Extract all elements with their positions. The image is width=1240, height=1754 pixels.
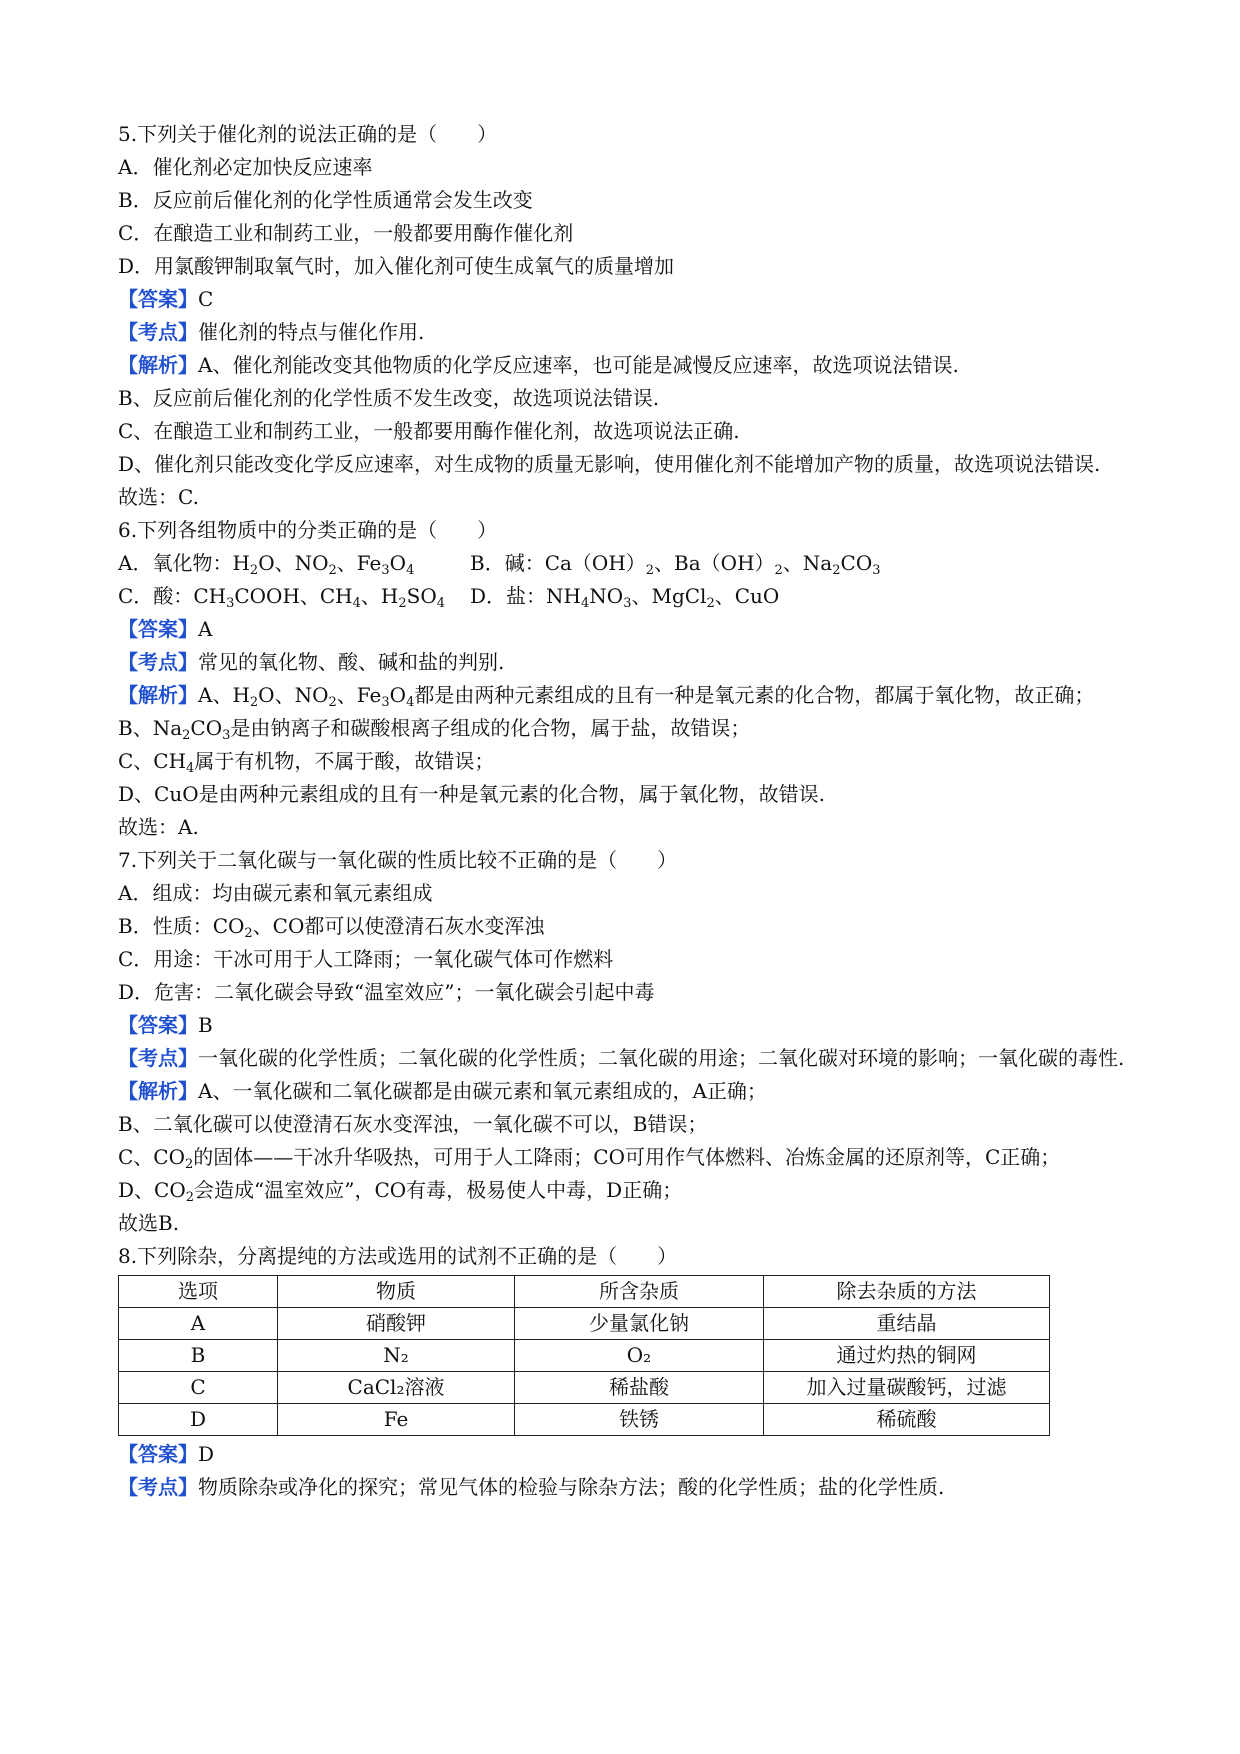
table-cell: 稀盐酸 bbox=[515, 1372, 764, 1404]
q8-stem: 8.下列除杂，分离提纯的方法或选用的试剂不正确的是（ ） bbox=[118, 1244, 678, 1268]
q5-option-d: D．用氯酸钾制取氧气时，加入催化剂可使生成氧气的质量增加 bbox=[118, 254, 675, 278]
answer-tag: 【答案】 bbox=[118, 1442, 198, 1466]
q5-option-b: B．反应前后催化剂的化学性质通常会发生改变 bbox=[118, 188, 533, 212]
q6-analysis-b: B、$Na_2CO_3$是由钠离子和碳酸根离子组成的化合物，属于盐，故错误； bbox=[118, 716, 751, 743]
q6-analysis-c: C、$CH_4$属于有机物，不属于酸，故错误； bbox=[118, 749, 495, 776]
q6-options-cd bbox=[118, 580, 1128, 613]
table-cell: Fe bbox=[278, 1404, 515, 1436]
option-text: 、CO都可以使澄清石灰水变浑浊 bbox=[252, 914, 545, 938]
q5-option-a: A．催化剂必定加快反应速率 bbox=[118, 155, 373, 179]
q7-option-c: C．用途：干冰可用于人工降雨；一氧化碳气体可作燃料 bbox=[118, 947, 614, 971]
analysis-text: 会造成“温室效应”，CO有毒，极易使人中毒，D正确； bbox=[194, 1178, 683, 1202]
answer-tag: 【答案】 bbox=[118, 617, 198, 641]
q7-option-b: B．性质：$CO_2$、CO都可以使澄清石灰水变浑浊 bbox=[118, 914, 545, 941]
q6-option-a: A．氧化物：$H_2O$、$NO_2$、$Fe_3O_4$ bbox=[118, 551, 415, 578]
q5-stem: 5.下列关于催化剂的说法正确的是（ ） bbox=[118, 122, 498, 146]
analysis-tag: 【解析】 bbox=[118, 353, 198, 377]
table-header-cell: 所含杂质 bbox=[515, 1276, 764, 1308]
q8-point bbox=[118, 1471, 1128, 1504]
table-cell: D bbox=[119, 1404, 278, 1436]
table-header-cell: 除去杂质的方法 bbox=[764, 1276, 1050, 1308]
q6-analysis-d: D、CuO是由两种元素组成的且有一种是氧元素的化合物，属于氧化物，故错误. bbox=[118, 782, 825, 806]
q6-options-ab bbox=[118, 547, 1128, 580]
table-cell: C bbox=[119, 1372, 278, 1404]
q7-analysis-d: D、$CO_2$会造成“温室效应”，CO有毒，极易使人中毒，D正确； bbox=[118, 1178, 683, 1205]
q7-answer bbox=[118, 1009, 1128, 1042]
analysis-text: A、一氧化碳和二氧化碳都是由碳元素和氧元素组成的，A正确； bbox=[198, 1079, 767, 1103]
answer-tag: 【答案】 bbox=[118, 1013, 198, 1037]
option-label: A．氧化物： bbox=[118, 551, 233, 575]
analysis-text: A、催化剂能改变其他物质的化学反应速率，也可能是减慢反应速率，故选项说法错误. bbox=[198, 353, 959, 377]
answer-tag: 【答案】 bbox=[118, 287, 198, 311]
table-cell: 少量氯化钠 bbox=[515, 1308, 764, 1340]
q7-choose: 故选B. bbox=[118, 1211, 180, 1235]
table-header-cell: 物质 bbox=[278, 1276, 515, 1308]
analysis-tag: 【解析】 bbox=[118, 1079, 198, 1103]
q7-analysis-b: B、二氧化碳可以使澄清石灰水变浑浊，一氧化碳不可以，B错误； bbox=[118, 1112, 708, 1136]
option-label: C．酸： bbox=[118, 584, 194, 608]
q5-analysis-d: D、催化剂只能改变化学反应速率，对生成物的质量无影响，使用催化剂不能增加产物的质量，故选项说法错误. bbox=[118, 452, 1101, 476]
q5-analysis-b: B、反应前后催化剂的化学性质不发生改变，故选项说法错误. bbox=[118, 386, 660, 410]
point-text: 催化剂的特点与催化作用. bbox=[198, 320, 425, 344]
table-cell: 硝酸钾 bbox=[278, 1308, 515, 1340]
q8-table bbox=[118, 1275, 1050, 1436]
answer-value: B bbox=[198, 1013, 213, 1037]
q5-choose: 故选：C. bbox=[118, 485, 199, 509]
q6-option-d: D．盐：$NH_4NO_3$、MgCl$_2$、CuO bbox=[470, 584, 780, 611]
point-tag: 【考点】 bbox=[118, 650, 198, 674]
point-tag: 【考点】 bbox=[118, 1046, 198, 1070]
table-cell: O₂ bbox=[515, 1340, 764, 1372]
point-tag: 【考点】 bbox=[118, 1475, 198, 1499]
table-header-row bbox=[119, 1276, 1050, 1308]
q5-analysis-c: C、在酿造工业和制药工业，一般都要用酶作催化剂，故选项说法正确. bbox=[118, 419, 740, 443]
q5-analysis-a bbox=[118, 349, 1128, 382]
option-label: B．碱： bbox=[470, 551, 545, 575]
point-tag: 【考点】 bbox=[118, 320, 198, 344]
q6-answer bbox=[118, 613, 1128, 646]
table-cell: 铁锈 bbox=[515, 1404, 764, 1436]
table-cell: 通过灼热的铜网 bbox=[764, 1340, 1050, 1372]
q6-option-b: B．碱：$Ca(OH)_2$、$Ba(OH)_2$、$Na_2CO_3$ bbox=[470, 551, 881, 578]
table-cell: 重结晶 bbox=[764, 1308, 1050, 1340]
table-cell: CaCl₂溶液 bbox=[278, 1372, 515, 1404]
point-text: 物质除杂或净化的探究；常见气体的检验与除杂方法；酸的化学性质；盐的化学性质. bbox=[198, 1475, 945, 1499]
q8-answer bbox=[118, 1438, 1128, 1471]
table-row bbox=[119, 1372, 1050, 1404]
q6-point bbox=[118, 646, 1128, 679]
analysis-text: 都是由两种元素组成的且有一种是氧元素的化合物，都属于氧化物，故正确； bbox=[414, 683, 1095, 707]
q6-stem: 6.下列各组物质中的分类正确的是（ ） bbox=[118, 518, 498, 542]
q7-analysis-c: C、$CO_2$的固体——干冰升华吸热，可用于人工降雨；CO可用作气体燃料、冶炼金属的还原剂等，C正确； bbox=[118, 1145, 1061, 1172]
table-cell: A bbox=[119, 1308, 278, 1340]
q7-stem: 7.下列关于二氧化碳与一氧化碳的性质比较不正确的是（ ） bbox=[118, 848, 678, 872]
analysis-text: 属于有机物，不属于酸，故错误； bbox=[194, 749, 495, 773]
table-row bbox=[119, 1340, 1050, 1372]
point-text: 一氧化碳的化学性质；二氧化碳的化学性质；二氧化碳的用途；二氧化碳对环境的影响；一氧化碳的毒性. bbox=[198, 1046, 1125, 1070]
q6-option-c: C．酸：$CH_3COOH$、$CH_4$、$H_2SO_4$ bbox=[118, 584, 446, 611]
q6-choose: 故选：A. bbox=[118, 815, 199, 839]
analysis-text: 的固体——干冰升华吸热，可用于人工降雨；CO可用作气体燃料、冶炼金属的还原剂等，C正确； bbox=[193, 1145, 1061, 1169]
q7-option-a: A．组成：均由碳元素和氧元素组成 bbox=[118, 881, 433, 905]
option-label: D．盐： bbox=[470, 584, 547, 608]
answer-value: A bbox=[198, 617, 213, 641]
q5-point bbox=[118, 316, 1128, 349]
table-row bbox=[119, 1404, 1050, 1436]
point-text: 常见的氧化物、酸、碱和盐的判别. bbox=[198, 650, 505, 674]
q7-analysis-a bbox=[118, 1075, 1128, 1108]
analysis-text: 是由钠离子和碳酸根离子组成的化合物，属于盐，故错误； bbox=[230, 716, 751, 740]
table-cell: 稀硫酸 bbox=[764, 1404, 1050, 1436]
analysis-tag: 【解析】 bbox=[118, 683, 198, 707]
table-cell: B bbox=[119, 1340, 278, 1372]
q5-answer bbox=[118, 283, 1128, 316]
answer-value: D bbox=[198, 1442, 215, 1466]
answer-value: C bbox=[198, 287, 214, 311]
q7-option-d: D．危害：二氧化碳会导致“温室效应”；一氧化碳会引起中毒 bbox=[118, 980, 655, 1004]
table-cell: 加入过量碳酸钙，过滤 bbox=[764, 1372, 1050, 1404]
q7-point bbox=[118, 1042, 1128, 1075]
q6-analysis-a: 【解析】A、$H_2O$、$NO_2$、$Fe_3O_4$都是由两种元素组成的且有一种是氧元素的化合物，都属于氧化物，故正确； bbox=[118, 683, 1095, 710]
table-header-cell: 选项 bbox=[119, 1276, 278, 1308]
table-cell: N₂ bbox=[278, 1340, 515, 1372]
table-row bbox=[119, 1308, 1050, 1340]
document-page bbox=[118, 118, 1128, 1504]
q5-option-c: C．在酿造工业和制药工业，一般都要用酶作催化剂 bbox=[118, 221, 574, 245]
